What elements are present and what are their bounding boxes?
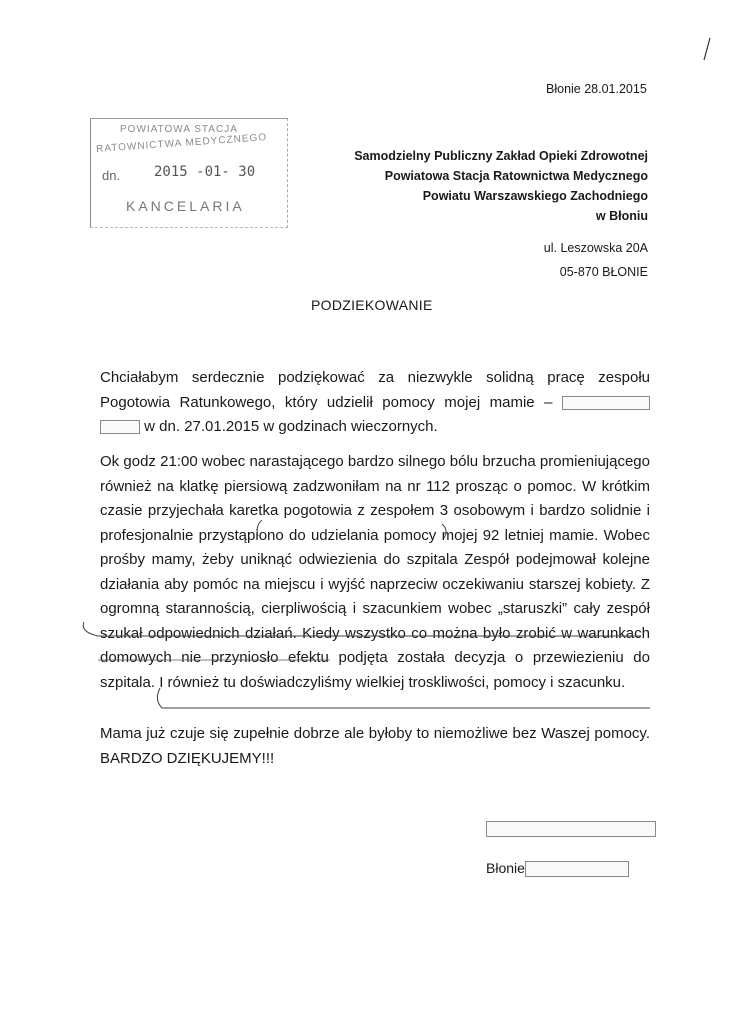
recipient-line: Powiatu Warszawskiego Zachodniego [422,189,648,203]
paragraph-1-text-b: w dn. 27.01.2015 w godzinach wieczornych. [144,418,438,435]
signature-place [486,860,629,877]
recipient-line: w Błoniu [595,209,648,223]
stamp-line-1: POWIATOWA STACJA [120,124,238,135]
address-street: ul. Leszowska 20A [543,241,648,255]
stamp-line-2: RATOWNICTWA MEDYCZNEGO [95,132,268,155]
paragraph-3: Mama już czuje się zupełnie dobrze ale byłoby to niemożliwe bez Waszej pomocy. BARDZO DZIĘKUJEMY!!! [100,725,650,767]
signature-name-redacted [486,820,656,838]
stamp-date: 2015 -01- 30 [154,164,256,180]
letter-date: Błonie 28.01.2015 [546,82,647,96]
signature-place-text: Błonie [486,860,525,876]
recipient-line: Powiatowa Stacja Ratownictwa Medycznego [384,169,648,183]
stamp-office: KANCELARIA [126,198,245,214]
letter-title: PODZIEKOWANIE [311,297,433,313]
recipient-line: Samodzielny Publiczny Zakład Opieki Zdrowotnej [354,149,648,163]
redacted-signature [486,821,656,837]
redacted-signature [525,861,629,877]
stamp-dn-label: dn. [102,168,121,183]
paragraph-2: Ok godz 21:00 wobec narastającego bardzo silnego bólu brzucha promieniującego również na klatkę piersiową zadzwoniłam na nr 112 prosząc o pomoc. W krótkim czasie przyjechała karetka pogotowia z zespołem 3 osobowym i bardzo solidnie i profesjonalnie przystąpiono do udzielania pomocy mojej 92 letniej mamie. Wobec prośby mamy, żeby uniknąć odwiezienia do szpitala Zespół podejmował kolejne działania aby pomóc na miejscu i wyjść naprzeciw oczekiwaniu starszej kobiety. Z ogromną starannością, cierpliwością i szacunkiem wobec „staruszki” cały zespół szukał odpowiednich działań. Kiedy wszystko co można było zrobić w warunkach domowych nie przyniosło efektu podjęta została decyzja o przewiezieniu do szpitala. I również tu doświadczyliśmy wielkiej troskliwości, pomocy i szacunku. [100,453,650,691]
paragraph-1-text-a: Chciałabym serdecznie podziękować za niezwykle solidną pracę zespołu Pogotowia Ratunkowego, który udzielił pomocy mojej mamie – [100,369,650,411]
address-postal: 05-870 BŁONIE [559,265,648,279]
